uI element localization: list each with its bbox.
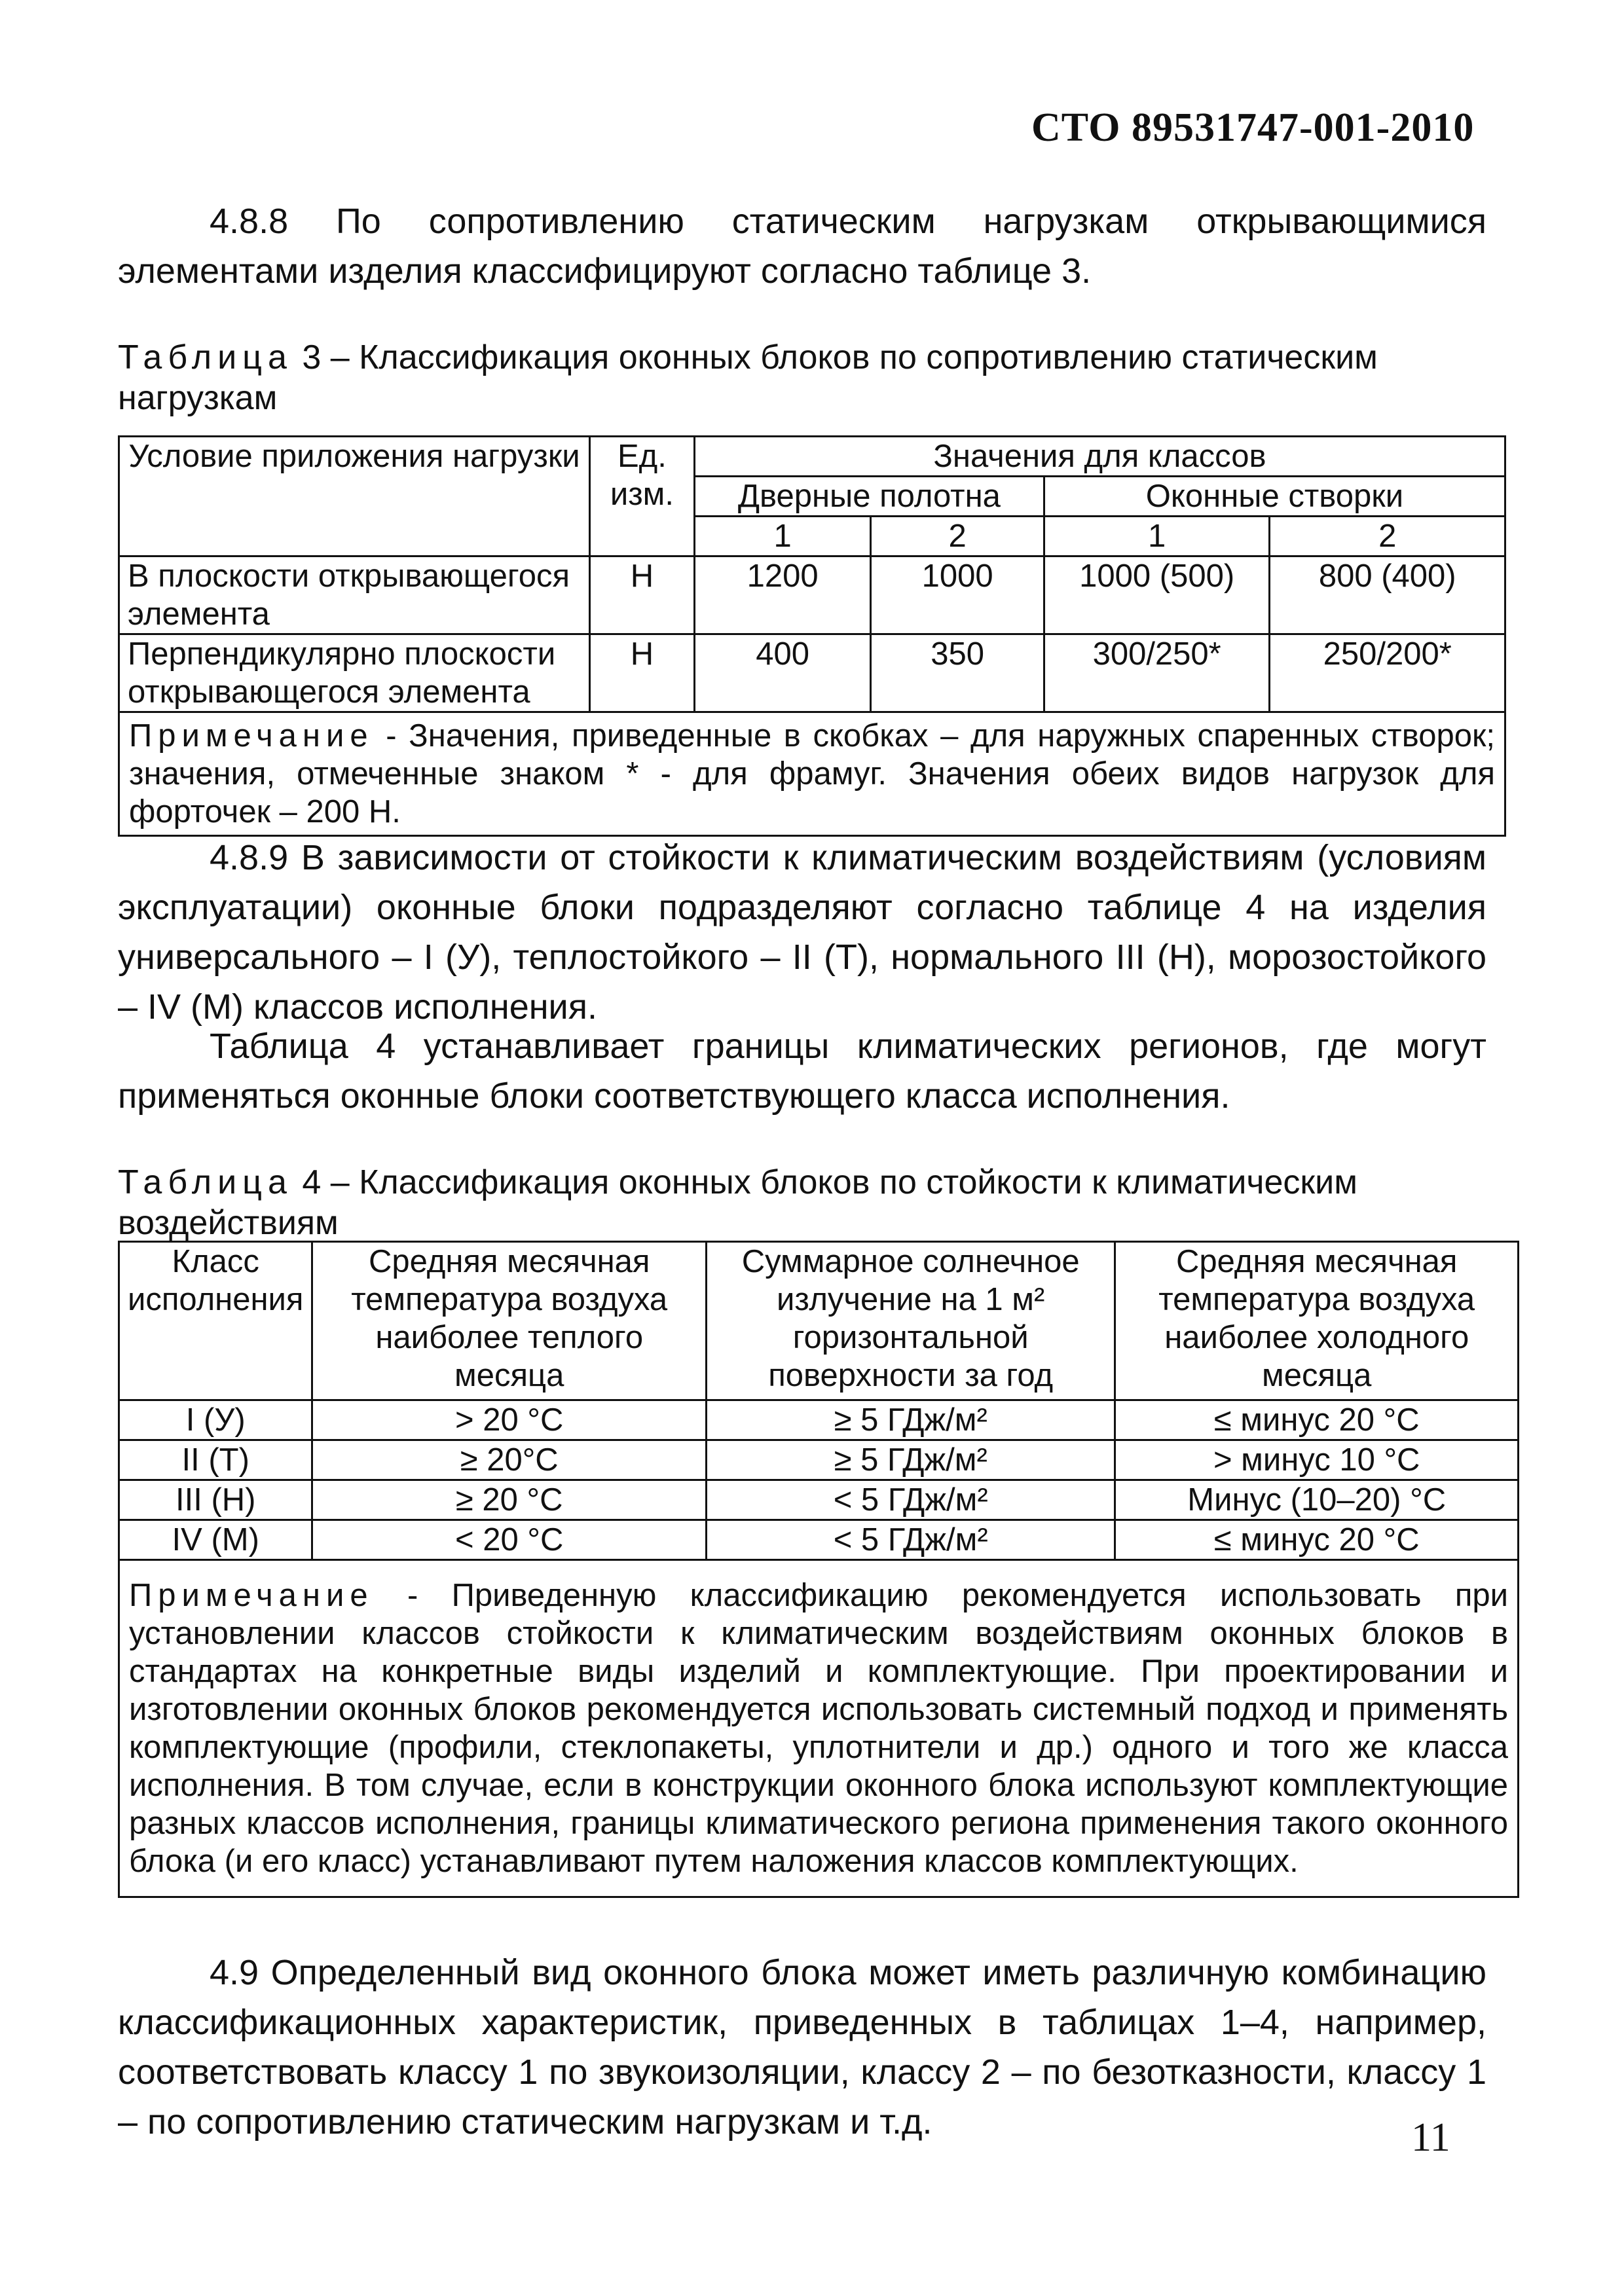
table3-cell-unit: Н: [589, 556, 694, 634]
table3-cell-condition: Перпендикулярно плоскости открывающегося элемента: [119, 634, 590, 712]
table-row: [119, 1480, 1519, 1520]
table-4: [118, 1241, 1519, 1898]
table3-cell-value: 250/200*: [1270, 634, 1505, 712]
page-number: 11: [1411, 2115, 1450, 2160]
table3-class-number: 2: [871, 517, 1044, 556]
table4-note-text: - Приведенную классификацию рекомендуется использовать при установлении классов стойкости к климатическим воздействиям оконных блоков в стандартах на конкретные виды изделий и комплектующие. При проектировании и изготовлении оконных блоков рекомендуется использовать системный подход и применять комплектующие (профили, стеклопакеты, уплотнители и др.) одного и того же класса исполнения. В том случае, если в конструкции оконного блока используют комплектующие разных классов исполнения, границы климатического региона применения такого оконного блока (и его класс) устанавливают путем наложения классов комплектующих.: [129, 1578, 1508, 1879]
table4-cell-warm-temp: < 20 °С: [312, 1520, 707, 1560]
table3-cell-condition: В плоскости открывающегося элемента: [119, 556, 590, 634]
table4-cell-warm-temp: ≥ 20°С: [312, 1440, 707, 1480]
table3-header-values: Значения для классов: [694, 437, 1505, 477]
table3-note: [119, 712, 1505, 836]
table3-caption-label: Таблица: [118, 338, 293, 376]
table-3: [118, 435, 1506, 837]
table4-header-cold-temp: Средняя месячная температура воздуха наиболее холодного месяца: [1115, 1242, 1519, 1400]
table4-cell-cold-temp: ≤ минус 20 °С: [1115, 1520, 1519, 1560]
table4-cell-cold-temp: ≤ минус 20 °С: [1115, 1400, 1519, 1440]
table3-cell-value: 1200: [694, 556, 871, 634]
table4-cell-class: IV (М): [119, 1520, 312, 1560]
table-row: [119, 1520, 1519, 1560]
table4-caption: [118, 1162, 1486, 1243]
table4-cell-radiation: ≥ 5 ГДж/м²: [706, 1400, 1115, 1440]
table3-note-text: - Значения, приведенные в скобках – для наружных спаренных створок; значения, отмеченные знаком * - для фрамуг. Значения обеих видов нагрузок для форточек – 200 Н.: [129, 718, 1495, 829]
table-row: [119, 1400, 1519, 1440]
table4-note-label: Примечание: [129, 1578, 374, 1613]
table4-cell-class: II (Т): [119, 1440, 312, 1480]
table-row: [119, 634, 1505, 712]
table3-cell-value: 350: [871, 634, 1044, 712]
table4-header-class: Класс исполнения: [119, 1242, 312, 1400]
table4-caption-label: Таблица: [118, 1163, 293, 1201]
paragraph-4-8-9: 4.8.9 В зависимости от стойкости к климатическим воздействиям (условиям эксплуатации) оконные блоки подразделяют согласно таблице 4 на изделия универсального – I (У), теплостойкого – II (Т), нормального III (Н), морозостойкого – IV (М) классов исполнения.: [118, 838, 1486, 1027]
table3-header-condition: Условие приложения нагрузки: [119, 437, 590, 556]
paragraph-table4-intro: Таблица 4 устанавливает границы климатических регионов, где могут применяться оконные блоки соответствующего класса исполнения.: [118, 1027, 1486, 1116]
table3-cell-unit: Н: [589, 634, 694, 712]
table4-cell-warm-temp: ≥ 20 °С: [312, 1480, 707, 1520]
table3-note-label: Примечание: [129, 718, 374, 754]
table3-cell-value: 1000: [871, 556, 1044, 634]
table3-caption: [118, 337, 1486, 418]
document-code: СТО 89531747-001-2010: [1031, 105, 1475, 150]
table4-header-warm-temp: Средняя месячная температура воздуха наиболее теплого месяца: [312, 1242, 707, 1400]
table3-cell-value: 800 (400): [1270, 556, 1505, 634]
table-row: [119, 556, 1505, 634]
table3-header-doors: Дверные полотна: [694, 477, 1044, 517]
table4-caption-text: 4 – Классификация оконных блоков по стойкости к климатическим воздействиям: [118, 1163, 1357, 1242]
paragraph-4-9: 4.9 Определенный вид оконного блока может иметь различную комбинацию классификационных характеристик, приведенных в таблицах 1–4, например, соответствовать классу 1 по звукоизоляции, классу 2 – по безотказности, классу 1 – по сопротивлению статическим нагрузкам и т.д.: [118, 1953, 1486, 2141]
table4-note: [119, 1560, 1519, 1897]
table3-class-number: 1: [1044, 517, 1270, 556]
table3-cell-value: 400: [694, 634, 871, 712]
table4-cell-warm-temp: > 20 °С: [312, 1400, 707, 1440]
table4-cell-radiation: < 5 ГДж/м²: [706, 1520, 1115, 1560]
table4-cell-radiation: < 5 ГДж/м²: [706, 1480, 1115, 1520]
table4-header-radiation: Суммарное солнечное излучение на 1 м² горизонтальной поверхности за год: [706, 1242, 1115, 1400]
paragraph-4-8-8: 4.8.8 По сопротивлению статическим нагрузкам открывающимися элементами изделия классифицируют согласно таблице 3.: [118, 202, 1486, 291]
table4-cell-radiation: ≥ 5 ГДж/м²: [706, 1440, 1115, 1480]
table3-cell-value: 300/250*: [1044, 634, 1270, 712]
table4-cell-class: III (Н): [119, 1480, 312, 1520]
table3-class-number: 1: [694, 517, 871, 556]
table4-cell-cold-temp: Минус (10–20) °С: [1115, 1480, 1519, 1520]
table3-header-unit: Ед. изм.: [589, 437, 694, 556]
table4-cell-cold-temp: > минус 10 °С: [1115, 1440, 1519, 1480]
table3-header-windows: Оконные створки: [1044, 477, 1505, 517]
table-row: [119, 1440, 1519, 1480]
table3-cell-value: 1000 (500): [1044, 556, 1270, 634]
table3-class-number: 2: [1270, 517, 1505, 556]
table3-caption-text: 3 – Классификация оконных блоков по сопротивлению статическим нагрузкам: [118, 338, 1378, 417]
table4-cell-class: I (У): [119, 1400, 312, 1440]
